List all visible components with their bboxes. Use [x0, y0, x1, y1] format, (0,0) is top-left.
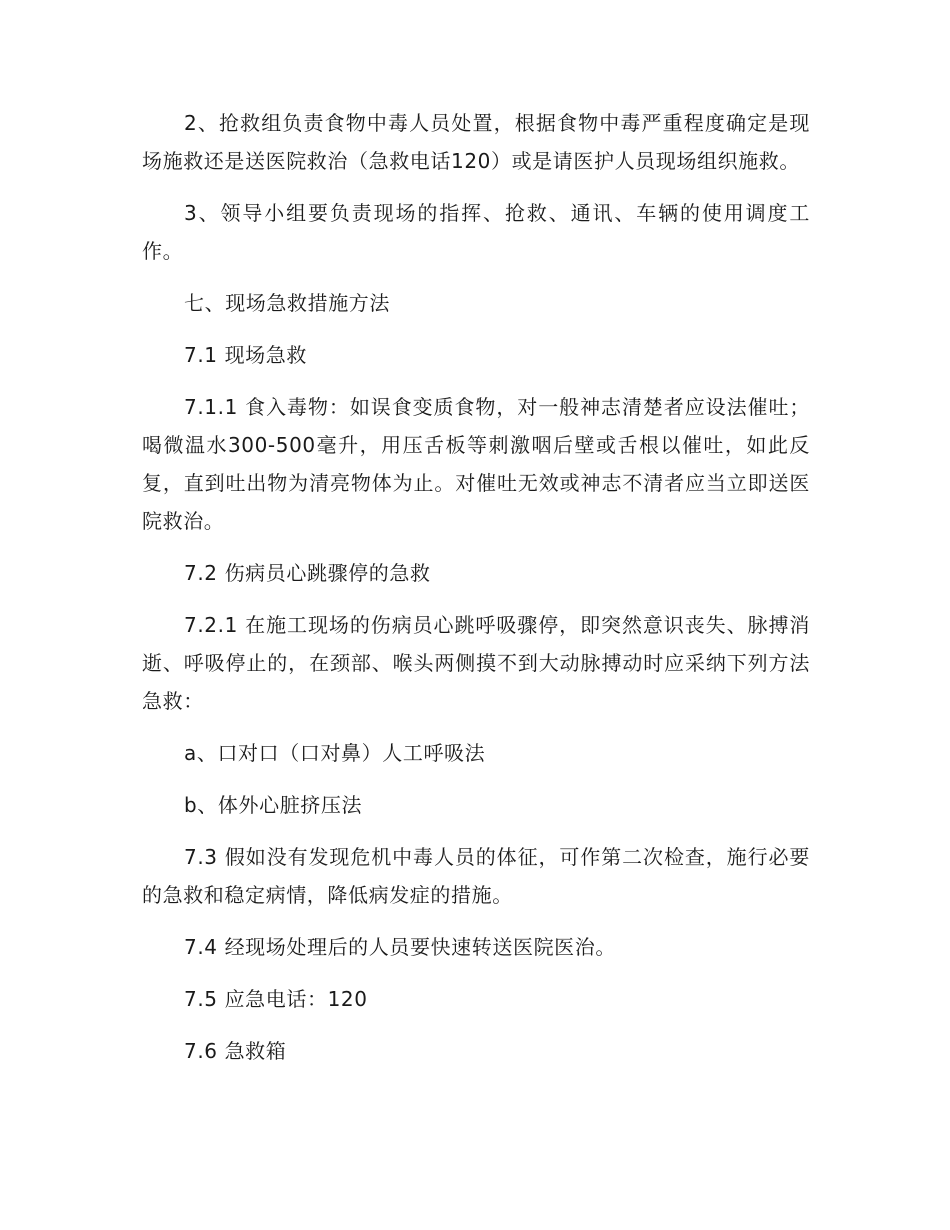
paragraph-7-3: 7.3 假如没有发现危机中毒人员的体征，可作第二次检查，施行必要的急救和稳定病情，降低病发症的措施。: [142, 845, 810, 907]
paragraph-rescue-team: 2、抢救组负责食物中毒人员处置，根据食物中毒严重程度确定是现场施救还是送医院救治（急救电话120）或是请医护人员现场组织施救。: [142, 111, 810, 173]
paragraph-7-5: 7.5 应急电话：120: [184, 987, 368, 1011]
paragraph-7-4: 7.4 经现场处理后的人员要快速转送医院医治。: [184, 935, 616, 959]
paragraph-7-1-1: 7.1.1 食入毒物：如误食变质食物，对一般神志清楚者应设法催吐；喝微温水300-500毫升，用压舌板等刺激咽后壁或舌根以催吐，如此反复，直到吐出物为清亮物体为止。对催吐无效或神志不清者应当立即送医院救治。: [142, 395, 810, 533]
list-item-a: a、口对口（口对鼻）人工呼吸法: [184, 741, 486, 765]
list-item-b: b、体外心脏挤压法: [184, 793, 363, 817]
subheading-7-1: 7.1 现场急救: [184, 343, 307, 367]
paragraph-7-2-1: 7.2.1 在施工现场的伤病员心跳呼吸骤停，即突然意识丧失、脉搏消逝、呼吸停止的，在颈部、喉头两侧摸不到大动脉搏动时应采纳下列方法急救：: [142, 613, 810, 713]
subheading-7-2: 7.2 伤病员心跳骤停的急救: [184, 561, 431, 585]
document-body: [142, 104, 810, 1084]
paragraph-7-6: 7.6 急救箱: [184, 1039, 287, 1063]
section-heading-first-aid-methods: 七、现场急救措施方法: [184, 291, 390, 315]
paragraph-leadership-group: 3、领导小组要负责现场的指挥、抢救、通讯、车辆的使用调度工作。: [142, 201, 810, 263]
